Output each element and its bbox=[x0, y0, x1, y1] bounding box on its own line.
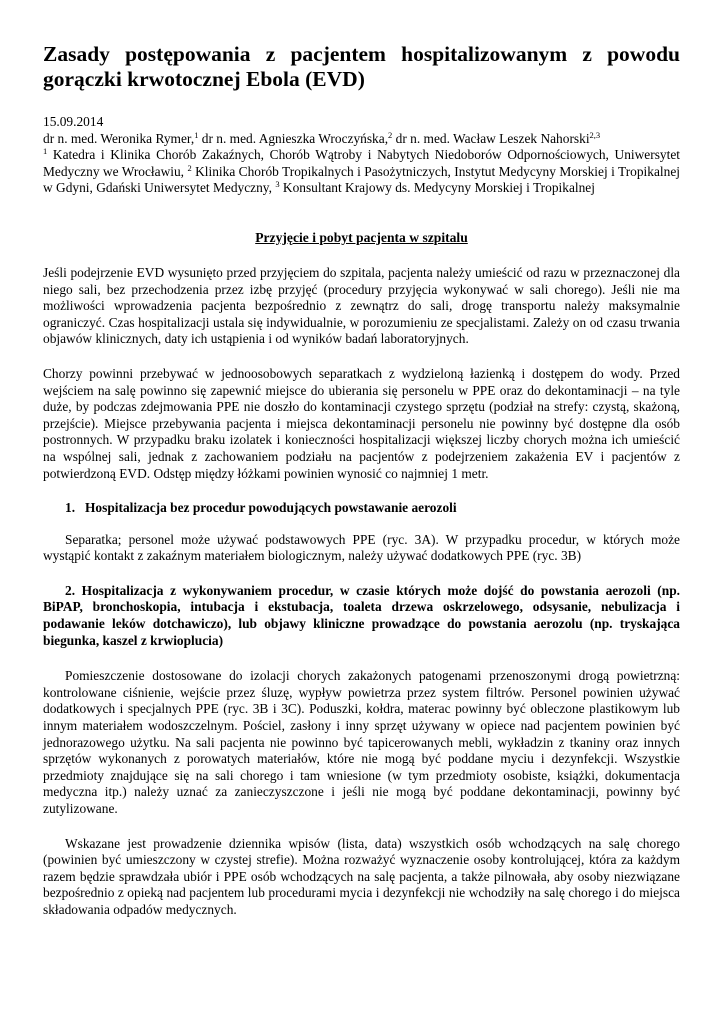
author-affiliation-mark: 2 bbox=[388, 129, 393, 140]
publication-date: 15.09.2014 bbox=[43, 114, 104, 129]
author-name: dr n. med. Wacław Leszek Nahorski bbox=[392, 130, 590, 146]
affiliation-mark: 2 bbox=[187, 162, 192, 173]
author-name: dr n. med. Agnieszka Wroczyńska, bbox=[198, 130, 389, 146]
affiliation-mark: 1 bbox=[43, 146, 48, 157]
paragraph: Pomieszczenie dostosowane do izolacji chorych zakażonych patogenami przenoszonymi drogą powietrzną: kontrolowane ciśnienie, wejście przez śluzę, wypływ powietrza przez system filtrów. Personel powinien używać dodatkowych i specjalnych PPE (ryc. 3B i 3C). Poduszki, kołdra, materac powinny być obleczone plastikowym lub innym materiałem wodoszczelnym. Pościel, zasłony i inny sprzęt używany w opiece nad pacjentem powinien być jednorazowego użytku. Na sali pacjenta nie powinno być tapicerowanych mebli, wykładzin z tkaniny oraz innych sprzętów wykonanych z porowatych materiałów, które nie mogą być poddane myciu i dezynfekcji. Wszystkie przedmioty znajdujące się na sali chorego i tam wniesione (w tym przedmioty osobiste, książki, dokumentacja medyczna itp.) należy uznać za zanieczyszczone i jeśli nie mogą być poddane dekontaminacji, powinny być zutylizowane. bbox=[43, 668, 680, 816]
subsection-heading-1 bbox=[65, 500, 680, 517]
affiliation-mark: 3 bbox=[275, 179, 280, 190]
affiliation-text: Klinika Chorób Tropikalnych i Pasożytniczych, Instytut Medycyny Morskiej i Tropikalnej w Gdyni, Gdański Uniwersytet Medyczny, bbox=[43, 163, 680, 196]
document-title: Zasady postępowania z pacjentem hospitalizowanym z powodu gorączki krwotocznej Ebola (EVD) bbox=[43, 42, 680, 91]
paragraph: Wskazane jest prowadzenie dziennika wpisów (lista, data) wszystkich osób wchodzących na salę chorego (powinien być umieszczony w czystej strefie). Można rozważyć wyznaczenie osoby kontrolującej, która za każdym razem będzie sprawdzała ubiór i PPE osób wchodzących na salę pacjenta, a także pilnowała, aby osoby niezwiązane bezpośrednio z opieką nad pacjentem lub procedurami mycia i dezynfekcji nie wchodziły na salę chorego i do miejsca składowania odpadów medycznych. bbox=[43, 835, 680, 917]
subsection-heading-text: Hospitalizacja bez procedur powodujących powstawanie aerozoli bbox=[85, 500, 457, 516]
paragraph: Separatka; personel może używać podstawowych PPE (ryc. 3A). W przypadku procedur, w których może wystąpić kontakt z zakaźnym materiałem biologicznym, należy używać dodatkowych PPE (ryc. 3B) bbox=[43, 531, 680, 564]
subsection-heading-2: 2. Hospitalizacja z wykonywaniem procedur, w czasie których może dojść do powstania aerozoli (np. BiPAP, bronchoskopia, intubacja i ekstubacja, toaleta drzewa oskrzelowego, odsysanie, nebulizacja i podawanie leków dotchawiczo), lub objawy kliniczne prowadzące do powstania aerozolu (np. tryskająca biegunka, kaszel z krwioplucia) bbox=[43, 582, 680, 648]
paragraph: Jeśli podejrzenie EVD wysunięto przed przyjęciem do szpitala, pacjenta należy umieścić od razu w przeznaczonej dla niego sali, bez przechodzenia przez izbę przyjęć (procedury przyjęcia wykonywać w sali chorego). Jeśli nie ma możliwości wprowadzenia pacjenta bezpośrednio z zewnątrz do sali, drogę transportu należy maksymalnie ograniczyć. Czas hospitalizacji ustala się indywidualnie, w porozumieniu ze specjalistami. Zależy on od czasu trwania objawów klinicznych, daty ich ustąpienia i od wyników badań laboratoryjnych. bbox=[43, 264, 680, 347]
affiliation-text: Konsultant Krajowy ds. Medycyny Morskiej i Tropikalnej bbox=[279, 180, 595, 196]
authors-line bbox=[43, 131, 680, 148]
author-name: dr n. med. Weronika Rymer, bbox=[43, 130, 195, 146]
paragraph: Chorzy powinni przebywać w jednoosobowych separatkach z wydzieloną łazienką i dostępem do wody. Przed wejściem na salę powinno się zapewnić miejsce do ubierania się personelu w PPE oraz do dekontaminacji – na tyle duże, by podczas zdejmowania PPE nie doszło do kontaminacji czystego sprzętu (podział na strefy: czystą, skażoną, przejście). Miejsce przebywania pacjenta i miejsca dekontaminacji personelu nie powinny być dostępne dla osób postronnych. W przypadku braku izolatek i konieczności hospitalizacji większej liczby chorych można ich umieścić na wspólnej sali, jednak z zachowaniem podziału na pacjentów z podejrzeniem zakażenia EV i pacjentów z potwierdzoną EVD. Odstęp między łóżkami powinien wynosić co najmniej 1 metr. bbox=[43, 365, 680, 481]
affiliation-text: Katedra i Klinika Chorób Zakaźnych, Chorób Wątroby i Nabytych Niedoborów Odpornościowych, Uniwersytet Medyczny we Wrocławiu, bbox=[43, 147, 680, 179]
list-number: 1. bbox=[65, 500, 76, 516]
affiliations bbox=[43, 147, 680, 197]
author-affiliation-mark: 1 bbox=[194, 129, 199, 140]
author-affiliation-mark: 2,3 bbox=[589, 129, 601, 140]
section-title: Przyjęcie i pobyt pacjenta w szpitalu bbox=[255, 229, 468, 245]
document-meta bbox=[43, 114, 680, 197]
